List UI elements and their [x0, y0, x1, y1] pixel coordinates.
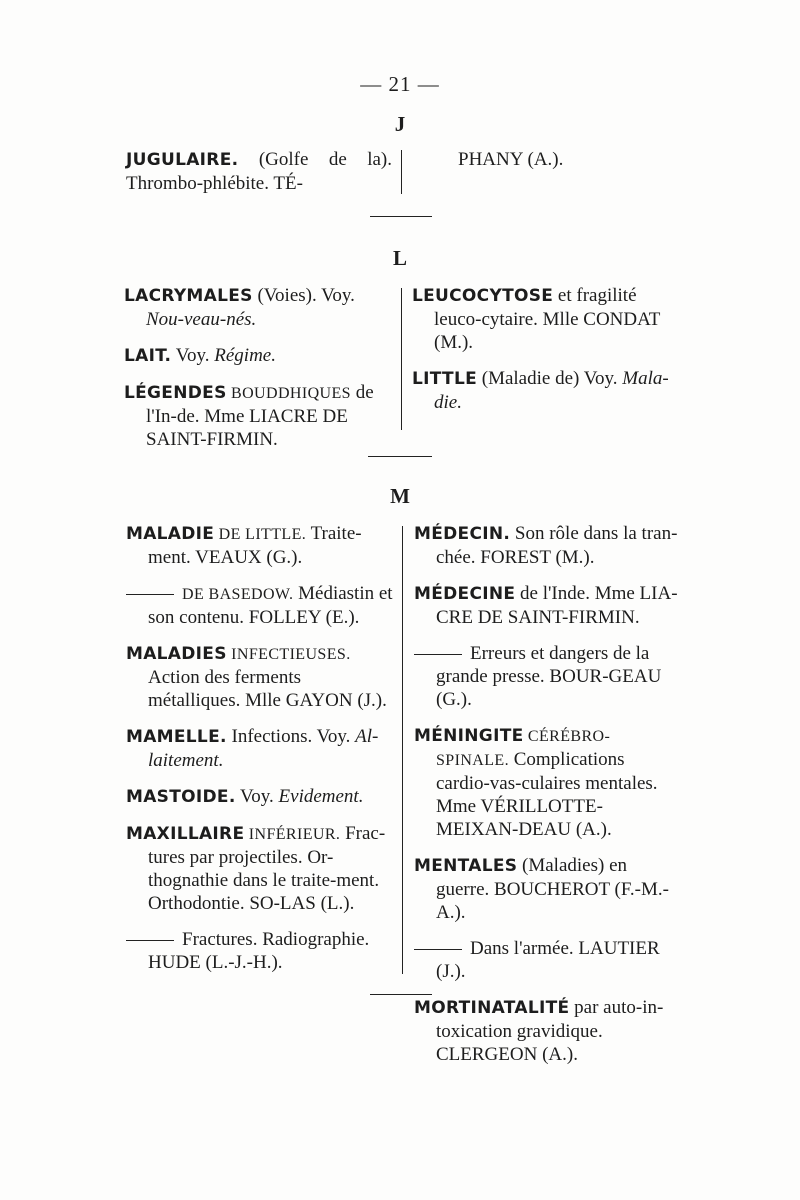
entry-little [412, 367, 680, 414]
entry-legendes [124, 381, 392, 451]
entry-maladies [126, 642, 394, 712]
repeat-dash [126, 940, 174, 941]
entry-headword: LAIT. [124, 346, 172, 366]
entry-text: Voy. [171, 345, 215, 366]
entry-text: Fractures. Radiographie. HUDE (L.-J.-H.). [148, 929, 370, 973]
entry-headword: LEUCOCYTOSE [412, 286, 554, 306]
entry-medecine-erreurs [414, 642, 682, 711]
entry-headword: LÉGENDES [124, 383, 227, 403]
section-separator-l [368, 456, 432, 457]
entry-headword: MALADIE [126, 524, 215, 544]
entry-text: et fragilité leuco-cytaire. Mlle CONDAT (M.). [434, 285, 661, 353]
entry-smallcaps: DE LITTLE. [214, 526, 307, 543]
entry-italic: Nou-veau-nés. [146, 309, 257, 330]
entry-maxillaire-fractures [126, 928, 394, 974]
entry-mamelle [126, 725, 394, 772]
entry-italic: Evidement. [278, 786, 364, 807]
entry-headword: MASTOIDE. [126, 787, 236, 807]
entry-text: (Voies). Voy. [252, 285, 355, 306]
entry-text: de l'In-de. Mme LIACRE DE SAINT-FIRMIN. [146, 382, 374, 450]
entry-text: Complications cardio-vas-culaires mentales. Mme VÉRILLOTTE-MEIXAN-DEAU (A.). [436, 749, 658, 840]
section-l-left-column [124, 284, 392, 464]
entry-smallcaps: CÉRÉBRO-SPINALE. [436, 728, 611, 769]
entry-italic: Régime. [214, 345, 276, 366]
entry-mastoide [126, 785, 394, 809]
page-number: — 21 — [360, 72, 440, 96]
repeat-dash [126, 594, 174, 595]
section-l-right-column [412, 284, 680, 427]
section-j-left-column [126, 148, 392, 208]
entry-text: Son rôle dans la tran-chée. FOREST (M.). [436, 523, 678, 568]
entry-headword: MAMELLE. [126, 727, 227, 747]
entry-text: (Maladie de) Voy. [477, 368, 623, 389]
repeat-dash [414, 654, 462, 655]
section-letter-l: L [392, 246, 407, 270]
entry-headword: JUGULAIRE. [126, 150, 239, 170]
entry-text: Dans l'armée. LAUTIER (J.). [436, 938, 660, 982]
entry-text: de l'Inde. Mme LIA-CRE DE SAINT-FIRMIN. [436, 583, 678, 628]
entry-text: Erreurs et dangers de la grande presse. BOUR-GEAU (G.). [436, 643, 662, 710]
entry-headword: LACRYMALES [124, 286, 253, 306]
entry-text: Action des ferments métalliques. Mlle GAYON (J.). [148, 667, 387, 711]
entry-smallcaps: INFECTIEUSES. [226, 646, 351, 663]
entry-text: (Maladies) en guerre. BOUCHEROT (F.-M.-A.). [436, 855, 669, 923]
section-separator-m [370, 994, 432, 995]
entry-lait [124, 344, 392, 368]
entry-headword: LITTLE [412, 369, 477, 389]
entry-mentales-armee [414, 937, 682, 983]
entry-mortinatalite [414, 996, 682, 1066]
entry-headword: MÉDECIN. [414, 524, 511, 544]
entry-headword: MÉDECINE [414, 584, 516, 604]
entry-smallcaps: BOUDDHIQUES [226, 385, 351, 402]
section-j-right-column [458, 148, 688, 184]
entry-italic: Mala-die. [434, 368, 669, 413]
entry-text: Médiastin et son contenu. FOLLEY (E.). [148, 583, 393, 628]
entry-headword: MALADIES [126, 644, 227, 664]
section-m-right-column [414, 522, 682, 1079]
entry-mentales [414, 854, 682, 924]
entry-maxillaire [126, 822, 394, 915]
entry-maladie [126, 522, 394, 569]
entry-text: par auto-in-toxication gravidique. CLERGEON (A.). [436, 997, 664, 1065]
entry-text: Traite-ment. VEAUX (G.). [148, 523, 362, 568]
entry-smallcaps: DE BASEDOW. [182, 586, 294, 603]
entry-text: PHANY (A.). [458, 149, 564, 170]
entry-medecine [414, 582, 682, 629]
column-divider-j [401, 150, 402, 194]
entry-headword: MAXILLAIRE [126, 824, 245, 844]
entry-medecin [414, 522, 682, 569]
entry-text: (Golfe de la). Thrombo-phlébite. TÉ- [126, 149, 392, 194]
entry-smallcaps: INFÉRIEUR. [244, 826, 341, 843]
entry-maladie-basedow [126, 582, 394, 629]
column-divider-l [401, 288, 402, 430]
entry-text: Infections. Voy. [226, 726, 356, 747]
entry-headword: MÉNINGITE [414, 726, 524, 746]
section-letter-j: J [394, 112, 406, 136]
column-divider-m [402, 526, 403, 974]
entry-headword: MORTINATALITÉ [414, 998, 570, 1018]
entry-text: Voy. [235, 786, 279, 807]
section-m-left-column [126, 522, 394, 987]
entry-text: Frac-tures par projectiles. Or-thognathie dans le traite-ment. Orthodontie. SO-LAS (L.). [148, 823, 386, 914]
entry-leucocytose [412, 284, 680, 354]
entry-headword: MENTALES [414, 856, 518, 876]
section-letter-m: M [390, 484, 410, 508]
entry-meningite [414, 724, 682, 841]
entry-italic: Al-laitement. [148, 726, 379, 771]
section-separator-j [370, 216, 432, 217]
repeat-dash [414, 949, 462, 950]
entry-lacrymales [124, 284, 392, 331]
